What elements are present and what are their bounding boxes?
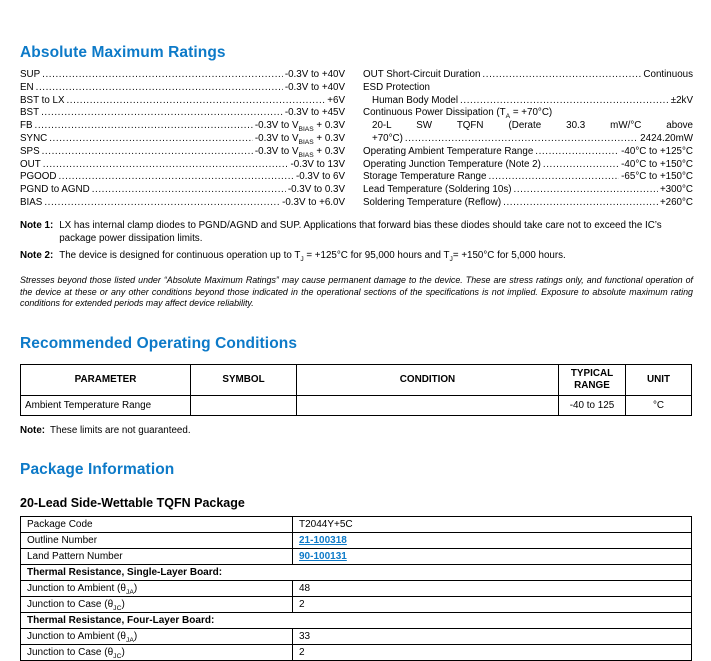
abs-max-left-column xyxy=(20,69,345,210)
dot-leader xyxy=(41,107,283,120)
dot-leader xyxy=(405,133,638,146)
rating-label: Operating Junction Temperature (Note 2) xyxy=(363,158,541,170)
rating-value: 2424.20mW xyxy=(640,132,693,144)
dot-leader xyxy=(58,171,294,184)
note-text: LX has internal clamp diodes to PGND/AGND and SUP. Applications that forward bias these diodes should take care not to exceed the IC’s package power dissipation limits. xyxy=(59,219,662,244)
rating-row xyxy=(20,69,345,82)
dot-leader xyxy=(535,146,619,159)
rating-value: -0.3V to $V_{BIAS} + 0.3V$ xyxy=(254,132,345,146)
dot-leader xyxy=(488,171,619,184)
header-condition: CONDITION xyxy=(297,364,559,395)
package-row-value: 48 xyxy=(293,580,692,596)
header-unit: UNIT xyxy=(626,364,692,395)
package-row-label: Junction to Case $(\theta_{JC})$ xyxy=(21,596,293,612)
dot-leader xyxy=(543,159,619,172)
dot-leader xyxy=(43,159,289,172)
abs-max-right-column xyxy=(363,69,693,210)
cell-parameter: Ambient Temperature Range xyxy=(21,395,191,415)
roc-note-text: These limits are not guaranteed. xyxy=(50,424,191,436)
rating-label: BST to LX xyxy=(20,94,65,106)
rating-row xyxy=(20,82,345,95)
rating-value: -0.3V to +40V xyxy=(284,69,345,80)
rating-row xyxy=(363,120,693,133)
rating-value: -0.3V to 0.3V xyxy=(287,184,345,196)
package-table-row xyxy=(21,596,692,612)
document-number-link[interactable]: 90-100131 xyxy=(299,550,347,562)
rating-row xyxy=(363,171,693,184)
rating-value: -0.3V to $V_{BIAS} + 0.3V$ xyxy=(254,120,345,134)
rating-label: Lead Temperature (Soldering 10s) xyxy=(363,184,512,196)
rating-label: PGND to AGND xyxy=(20,184,90,196)
dot-leader xyxy=(460,95,669,108)
dot-leader xyxy=(42,69,283,82)
cell-symbol xyxy=(191,395,297,415)
package-row-label: Junction to Ambient $(\theta_{JA})$ xyxy=(21,580,293,596)
rating-value: +300°C xyxy=(659,184,693,196)
rating-label: Human Body Model xyxy=(372,94,459,106)
rating-value: -0.3V to +40V xyxy=(284,81,345,93)
package-row-value xyxy=(293,532,692,548)
dot-leader xyxy=(35,120,253,133)
package-row-value: T2044Y+5C xyxy=(293,516,692,532)
rating-row xyxy=(363,197,693,210)
section-title-absolute-maximum-ratings: Absolute Maximum Ratings xyxy=(20,44,226,61)
package-row-label: Land Pattern Number xyxy=(21,548,293,564)
package-table-body xyxy=(21,516,692,660)
rating-row xyxy=(20,133,345,146)
rating-row xyxy=(20,146,345,159)
rating-label: SUP xyxy=(20,69,41,80)
rating-label: ESD Protection xyxy=(363,81,430,93)
package-row-value xyxy=(293,548,692,564)
package-row-label: Outline Number xyxy=(21,532,293,548)
cell-typical-range: -40 to 125 xyxy=(559,395,626,415)
rating-row xyxy=(20,95,345,108)
package-section-row xyxy=(21,612,692,628)
rating-value: ±2kV xyxy=(670,94,693,106)
rating-value: -0.3V to 6V xyxy=(295,171,345,183)
dot-leader xyxy=(42,146,253,159)
rating-row xyxy=(20,171,345,184)
note-row xyxy=(20,220,693,246)
dot-leader xyxy=(514,184,658,197)
rating-label: Storage Temperature Range xyxy=(363,171,487,183)
rating-row xyxy=(363,184,693,197)
rating-value: +260°C xyxy=(659,196,693,208)
package-subtitle: 20-Lead Side-Wettable TQFN Package xyxy=(20,495,245,510)
header-parameter: PARAMETER xyxy=(21,364,191,395)
roc-note-label: Note: xyxy=(20,424,46,436)
rating-row xyxy=(20,120,345,133)
abs-max-ratings xyxy=(20,69,693,210)
rating-row xyxy=(20,107,345,120)
dot-leader xyxy=(36,82,283,95)
note-label: Note 2: xyxy=(20,249,54,261)
header-symbol: SYMBOL xyxy=(191,364,297,395)
cell-condition xyxy=(297,395,559,415)
document-number-link[interactable]: 21-100318 xyxy=(299,534,347,546)
rating-row xyxy=(363,159,693,172)
rating-value: -0.3V to +45V xyxy=(284,107,345,119)
recommended-operating-conditions-table xyxy=(20,364,692,416)
rating-label: BIAS xyxy=(20,196,43,208)
rating-value: +6V xyxy=(327,94,345,106)
rating-row xyxy=(363,82,693,95)
rating-label: SYNC xyxy=(20,132,48,144)
dot-leader xyxy=(44,197,280,210)
package-table-row xyxy=(21,580,692,596)
stress-disclaimer-paragraph: Stresses beyond those listed under “Absolute Maximum Ratings” may cause permanent damage to the device. These are stress ratings only, and functional operation of the device at these or any other conditions beyond those indicated in the operational sections of the specifications is not implied. Exposure to absolute maximum rating conditions for extended periods may affect device reliability. xyxy=(20,275,693,309)
rating-value: -0.3V to +6.0V xyxy=(282,196,345,208)
package-information-table xyxy=(20,516,692,661)
package-row-label: Junction to Case $(\theta_{JC})$ xyxy=(21,644,293,660)
abs-max-notes xyxy=(20,220,693,263)
table-row xyxy=(21,395,692,415)
package-section-label: Thermal Resistance, Four-Layer Board: xyxy=(21,612,692,628)
rating-value: Continuous xyxy=(643,69,693,80)
package-row-label: Package Code xyxy=(21,516,293,532)
rating-value: -0.3V to $V_{BIAS} + 0.3V$ xyxy=(254,145,345,159)
dot-leader xyxy=(482,69,641,82)
rating-row xyxy=(20,159,345,172)
dot-leader xyxy=(503,197,658,210)
rating-row xyxy=(363,69,693,82)
package-table-row xyxy=(21,628,692,644)
rating-value: -40°C to +150°C xyxy=(621,158,693,170)
package-row-label: Junction to Ambient $(\theta_{JA})$ xyxy=(21,628,293,644)
roc-note xyxy=(20,425,693,436)
package-table-row xyxy=(21,516,692,532)
rating-label: OUT xyxy=(20,158,41,170)
package-section-row xyxy=(21,564,692,580)
package-table-row xyxy=(21,644,692,660)
cell-unit: °C xyxy=(626,395,692,415)
package-section-label: Thermal Resistance, Single-Layer Board: xyxy=(21,564,692,580)
rating-row xyxy=(363,146,693,159)
rating-value: -0.3V to 13V xyxy=(290,158,345,170)
package-row-value: 2 xyxy=(293,644,692,660)
rating-label: Operating Ambient Temperature Range xyxy=(363,145,534,157)
note-row xyxy=(20,250,693,263)
note-label: Note 1: xyxy=(20,219,54,231)
rating-label: EN xyxy=(20,81,34,93)
dot-leader xyxy=(49,133,253,146)
section-title-package-information: Package Information xyxy=(20,460,175,478)
rating-label: FB xyxy=(20,120,33,132)
rating-row xyxy=(20,184,345,197)
dot-leader xyxy=(92,184,286,197)
package-table-row xyxy=(21,532,692,548)
rating-label: BST xyxy=(20,107,40,119)
rating-label: PGOOD xyxy=(20,171,57,183)
rating-row xyxy=(363,95,693,108)
header-typical-range: TYPICAL RANGE xyxy=(559,364,626,395)
rating-label: Continuous Power Dissipation $(T_A = +70^\circ C)$ xyxy=(363,107,553,121)
note-text: The device is designed for continuous operation up to $T_J = +125^\circ C$ for 95,000 hours and $T_J= +150^\circ C$ for 5,000 hours. xyxy=(59,249,566,263)
rating-row xyxy=(20,197,345,210)
section-title-recommended-operating-conditions: Recommended Operating Conditions xyxy=(20,334,298,352)
rating-row xyxy=(363,133,693,146)
rating-label: Soldering Temperature (Reflow) xyxy=(363,196,502,208)
dot-leader xyxy=(66,95,325,108)
rating-label: SPS xyxy=(20,145,40,157)
datasheet-page xyxy=(0,44,711,661)
package-row-value: 33 xyxy=(293,628,692,644)
rating-value: -65°C to +150°C xyxy=(621,171,693,183)
package-table-row xyxy=(21,548,692,564)
table-header-row xyxy=(21,364,692,395)
rating-value: -40°C to +125°C xyxy=(621,145,693,157)
rating-label: +70°C) xyxy=(372,132,403,144)
rating-row xyxy=(363,107,693,120)
rating-label: 20-L SW TQFN (Derate 30.3 mW/°C above xyxy=(372,120,693,132)
rating-label: OUT Short-Circuit Duration xyxy=(363,69,481,80)
package-row-value: 2 xyxy=(293,596,692,612)
